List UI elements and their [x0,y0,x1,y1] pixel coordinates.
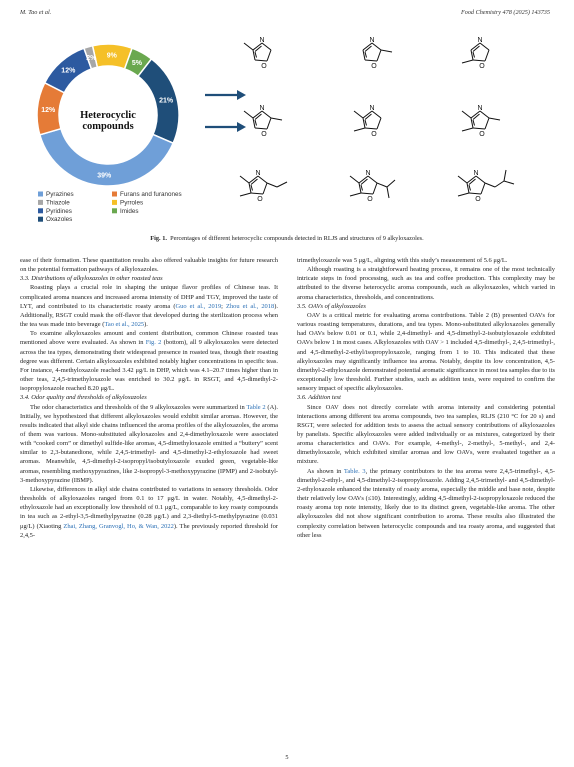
paragraph: Since OAV does not directly correlate with aroma intensity and considering potential interactions among different tea aroma compounds, two tea samples, RLJS (210 °C for 20 s) and RSGT, were selected for addition tests to assess the actual sensory contributions of alkyloxazoles by panelists. Specific alkyloxazoles were added individually or as mixtures, categorized by their aroma characteristics and OAVs. For example, 4-methyl-, 2-methyl-, 5-methyl-, and 2,4-dimethyloxazole, which exhibited similar aromas and low OAVs, were evaluated together as a mixture. [297,403,555,466]
oxazole-structure [462,37,489,70]
legend-swatch [38,192,43,197]
figure-caption: Fig. 1. Percentages of different heterocyclic compounds detected in RLJS and structures of 9 alkyloxazoles. [150,235,424,242]
legend-swatch [112,200,117,205]
svg-text:O: O [261,131,267,138]
svg-text:O: O [479,131,485,138]
svg-text:O: O [479,63,485,70]
running-header-left: M. Tao et al. [20,9,52,16]
arrow-2 [205,122,246,132]
svg-text:N: N [477,105,483,112]
citation-link[interactable]: Guo et al., 2019 [175,302,222,310]
legend-label: Oxazoles [46,216,73,224]
svg-text:N: N [365,170,371,177]
section-heading-3-6: 3.6. Addition test [297,394,341,402]
legend-label: Furans and furanones [120,191,182,198]
paragraph: ease of their formation. These quantitation results also offered valuable insights for future research on the potential formation pathways of alkyloxazoles. [20,257,278,274]
chart-legend [38,191,182,223]
citation-link[interactable]: Zhai, Zhang, Granvogl, Ho, & Wan, 2022 [63,522,174,530]
svg-text:O: O [475,196,481,203]
legend-swatch [38,200,43,205]
svg-text:N: N [369,105,375,112]
section-heading-3-5: 3.5. OAVs of alkyloxazoles [297,302,366,310]
svg-text:O: O [367,196,373,203]
alkyloxazole-structures [240,37,514,203]
donut-percent-label: 12% [61,67,76,75]
donut-center-line2: compounds [82,121,134,132]
donut-center-line1: Heterocyclic [80,110,136,121]
svg-text:O: O [371,63,377,70]
svg-text:N: N [477,37,483,44]
legend-swatch [38,208,43,213]
oxazole-structure [363,37,392,70]
section-heading-3-3: 3.3. Distributions of alkyloxazoles in other roasted teas [20,275,163,283]
legend-label: Imides [120,207,139,215]
oxazole-structure [244,37,271,70]
donut-percent-label: 9% [106,52,117,60]
donut-percent-label: 12% [41,106,56,114]
donut-percent-label: 21% [159,97,174,105]
figure-link[interactable]: Fig. 2 [145,339,162,347]
legend-swatch [38,217,43,222]
right-column [297,256,555,540]
oxazole-structure [354,105,381,138]
section-heading-3-4: 3.4. Odor quality and thresholds of alkyloxazoles [20,394,147,402]
oxazole-structure [462,105,500,138]
oxazole-structure [240,170,287,203]
paragraph: The odor characteristics and thresholds of the 9 alkyloxazoles were summarized in Table 2 (A). Initially, we hypothesized that different alkyloxazoles would exhibit similar aromas. However, the results indicated that alkyl side chains influenced the aroma profiles of the alkyloxazoles, the aroma of them was various. Mono-substituted alkyloxazoles and 2,4-dimethyloxazole were associated with “cooked corn” or dimethyl sulfide-like aromas, 4,5-dimethyloxazole emitted a “buttery” scent similar to 2,3-butanedione, while 2,4,5-trimethyl- and 4,5-dimethyl-2-ethyloxazole had sweet aromas. Meanwhile, 4,5-dimethyl-2-isopropyl/isobutyloxazole exuded green, vegetable-like aromas, resembling methoxypyrazines, like 2-isopropyl-3-methoxypyrazine (IPMP) and 2-isobutyl-3-methoxypyrazine (IBMP). [20,403,278,484]
table-link[interactable]: Table. 3 [343,467,366,475]
svg-text:N: N [259,37,265,44]
svg-text:O: O [261,63,267,70]
paragraph: OAV is a critical metric for evaluating aroma contributions. Table 2 (B) presented OAVs for various roasting temperatures, durations, and tea types. Mono-substituted alkyloxazoles generally had OAVs below 0.01 or 0.1, while 2,4-dimethyl- and 4,5-dimethyl-2-isobutyloxazole exhibited OAVs below 1 in most cases. Alkyloxazoles with OAV > 1 included 4,5-dimethyl-, 2,4,5-trimethyl-, and 4,5-dimethyl-2-ethyl/isopropyloxazole, ranging from 1 to 10. This indicated that these alkyloxazoles may significantly influence tea aroma. Notably, despite its low concentration, 4,5-dimethyl-2-ethyloxazole demonstrated potential aromatic significance in most tea samples due to its exceptionally low threshold. Further studies, such as addition tests, were required to confirm the sensory impact of specific alkyloxazoles. [297,311,555,393]
paragraph: As shown in Table. 3, the primary contributors to the tea aroma were 2,4,5-trimethyl-, 4,5-dimethyl-2-ethyl-, and 4,5-dimethyl-2-isopropyloxazole. Adding 2,4,5-trimethyl- and 4,5-dimethyl-2-ethyloxazole enhanced the intensity of roasty aroma, especially the middle and base note, despite their relatively low OAVs (≤10). Interestingly, adding 4,5-dimethyl-2-isopropyloxazole reduced the roasty aroma top note intensity, likely due to its distinct green, vegetable-like aroma. The other alkyloxazoles did not show significant contribution to aroma. These results also illustrated the complexity correlation between heterocyclic compounds and tea roasty aroma, and suggested that other less [297,467,555,539]
page-number: 5 [285,754,289,761]
svg-text:N: N [369,37,375,44]
legend-label: Pyrazines [46,191,74,198]
donut-percent-label: 5% [131,59,142,67]
svg-text:O: O [257,196,263,203]
citation-link[interactable]: Tao et al., 2025 [104,321,145,329]
citation-link[interactable]: Zhou et al., 2018 [226,302,275,310]
paragraph: Likewise, differences in alkyl side chains contributed to variations in sensory thresholds. Odor thresholds of alkyloxazoles ranged from 0.1 to 17 μg/L in water. Notably, 4,5-dimethyl-2-ethyloxazole had an exceptionally low threshold of 0.1 μg/L, comparable to key roasty compounds in tea such as 2-ethyl-3,5-dimethylpyrazine (0.28 μg/L) and 2,3-diethyl-5-methylpyrazine (0.031 μg/L) (Xiaoting Zhai, Zhang, Granvogl, Ho, & Wan, 2022). The previously reported threshold for 2,4,5- [20,485,278,539]
oxazole-structure [458,170,514,203]
paragraph: Although roasting is a straightforward heating process, it remains one of the most technically intricate steps in food processing, such as tea and coffee production. This complexity may be attributed to the diverse heterocyclic aroma compounds, such as alkyloxazoles, which varied in aroma characteristics, thresholds, and concentrations. [297,266,555,301]
svg-text:N: N [255,170,261,177]
oxazole-structure [244,105,282,138]
figure-1 [0,0,574,250]
legend-label: Pyrroles [120,199,144,207]
legend-swatch [112,192,117,197]
table-link[interactable]: Table 2 [246,403,266,411]
legend-swatch [112,208,117,213]
paragraph: To examine alkyloxazoles amount and content distribution, common Chinese roasted teas mentioned above were evaluated. As shown in Fig. 2 (bottom), all 9 alkyloxazoles were detected across the tea types, demonstrating their widespread presence in roasted teas, though their roasting degree was different. Certain alkyloxazoles exhibited notably higher concentrations in specific teas. For instance, 4-methyloxazole reached 3.42 μg/L in DHP, which was 4.1–20.7 times higher than in other teas, 2,4,5-trimethyloxazole was enriched to 30.2 μg/L in RSGT, and 4,5-dimethyl-2-isopropyloxazole reached 8.20 μg/L. [20,330,278,393]
paragraph: Roasting plays a crucial role in shaping the unique flavor profiles of Chinese teas. It complicated aroma nuances and increased aroma intensity of DHP and TGY, improved the taste of LYT, and contributed to its characteristic roasty aroma (Guo et al., 2019; Zhou et al., 2018). Additionally, RSGT could mask the off-flavor that developed during the sterilization process when the tea was made into beverage (Tao et al., 2025). [20,284,278,329]
donut-percent-label: 2% [86,54,97,62]
legend-label: Thiazole [46,199,70,207]
oxazole-structure [350,170,395,203]
svg-text:N: N [473,170,479,177]
legend-label: Pyridines [46,207,72,215]
left-column [20,256,278,540]
arrow-1 [205,90,246,100]
paragraph: trimethyloxazole was 5 μg/L, aligning with this study’s measurement of 5.6 μg/L. [297,257,508,264]
svg-text:N: N [259,105,265,112]
running-header-right: Food Chemistry 478 (2025) 143735 [460,9,550,16]
donut-percent-label: 39% [97,172,112,180]
svg-text:O: O [371,131,377,138]
